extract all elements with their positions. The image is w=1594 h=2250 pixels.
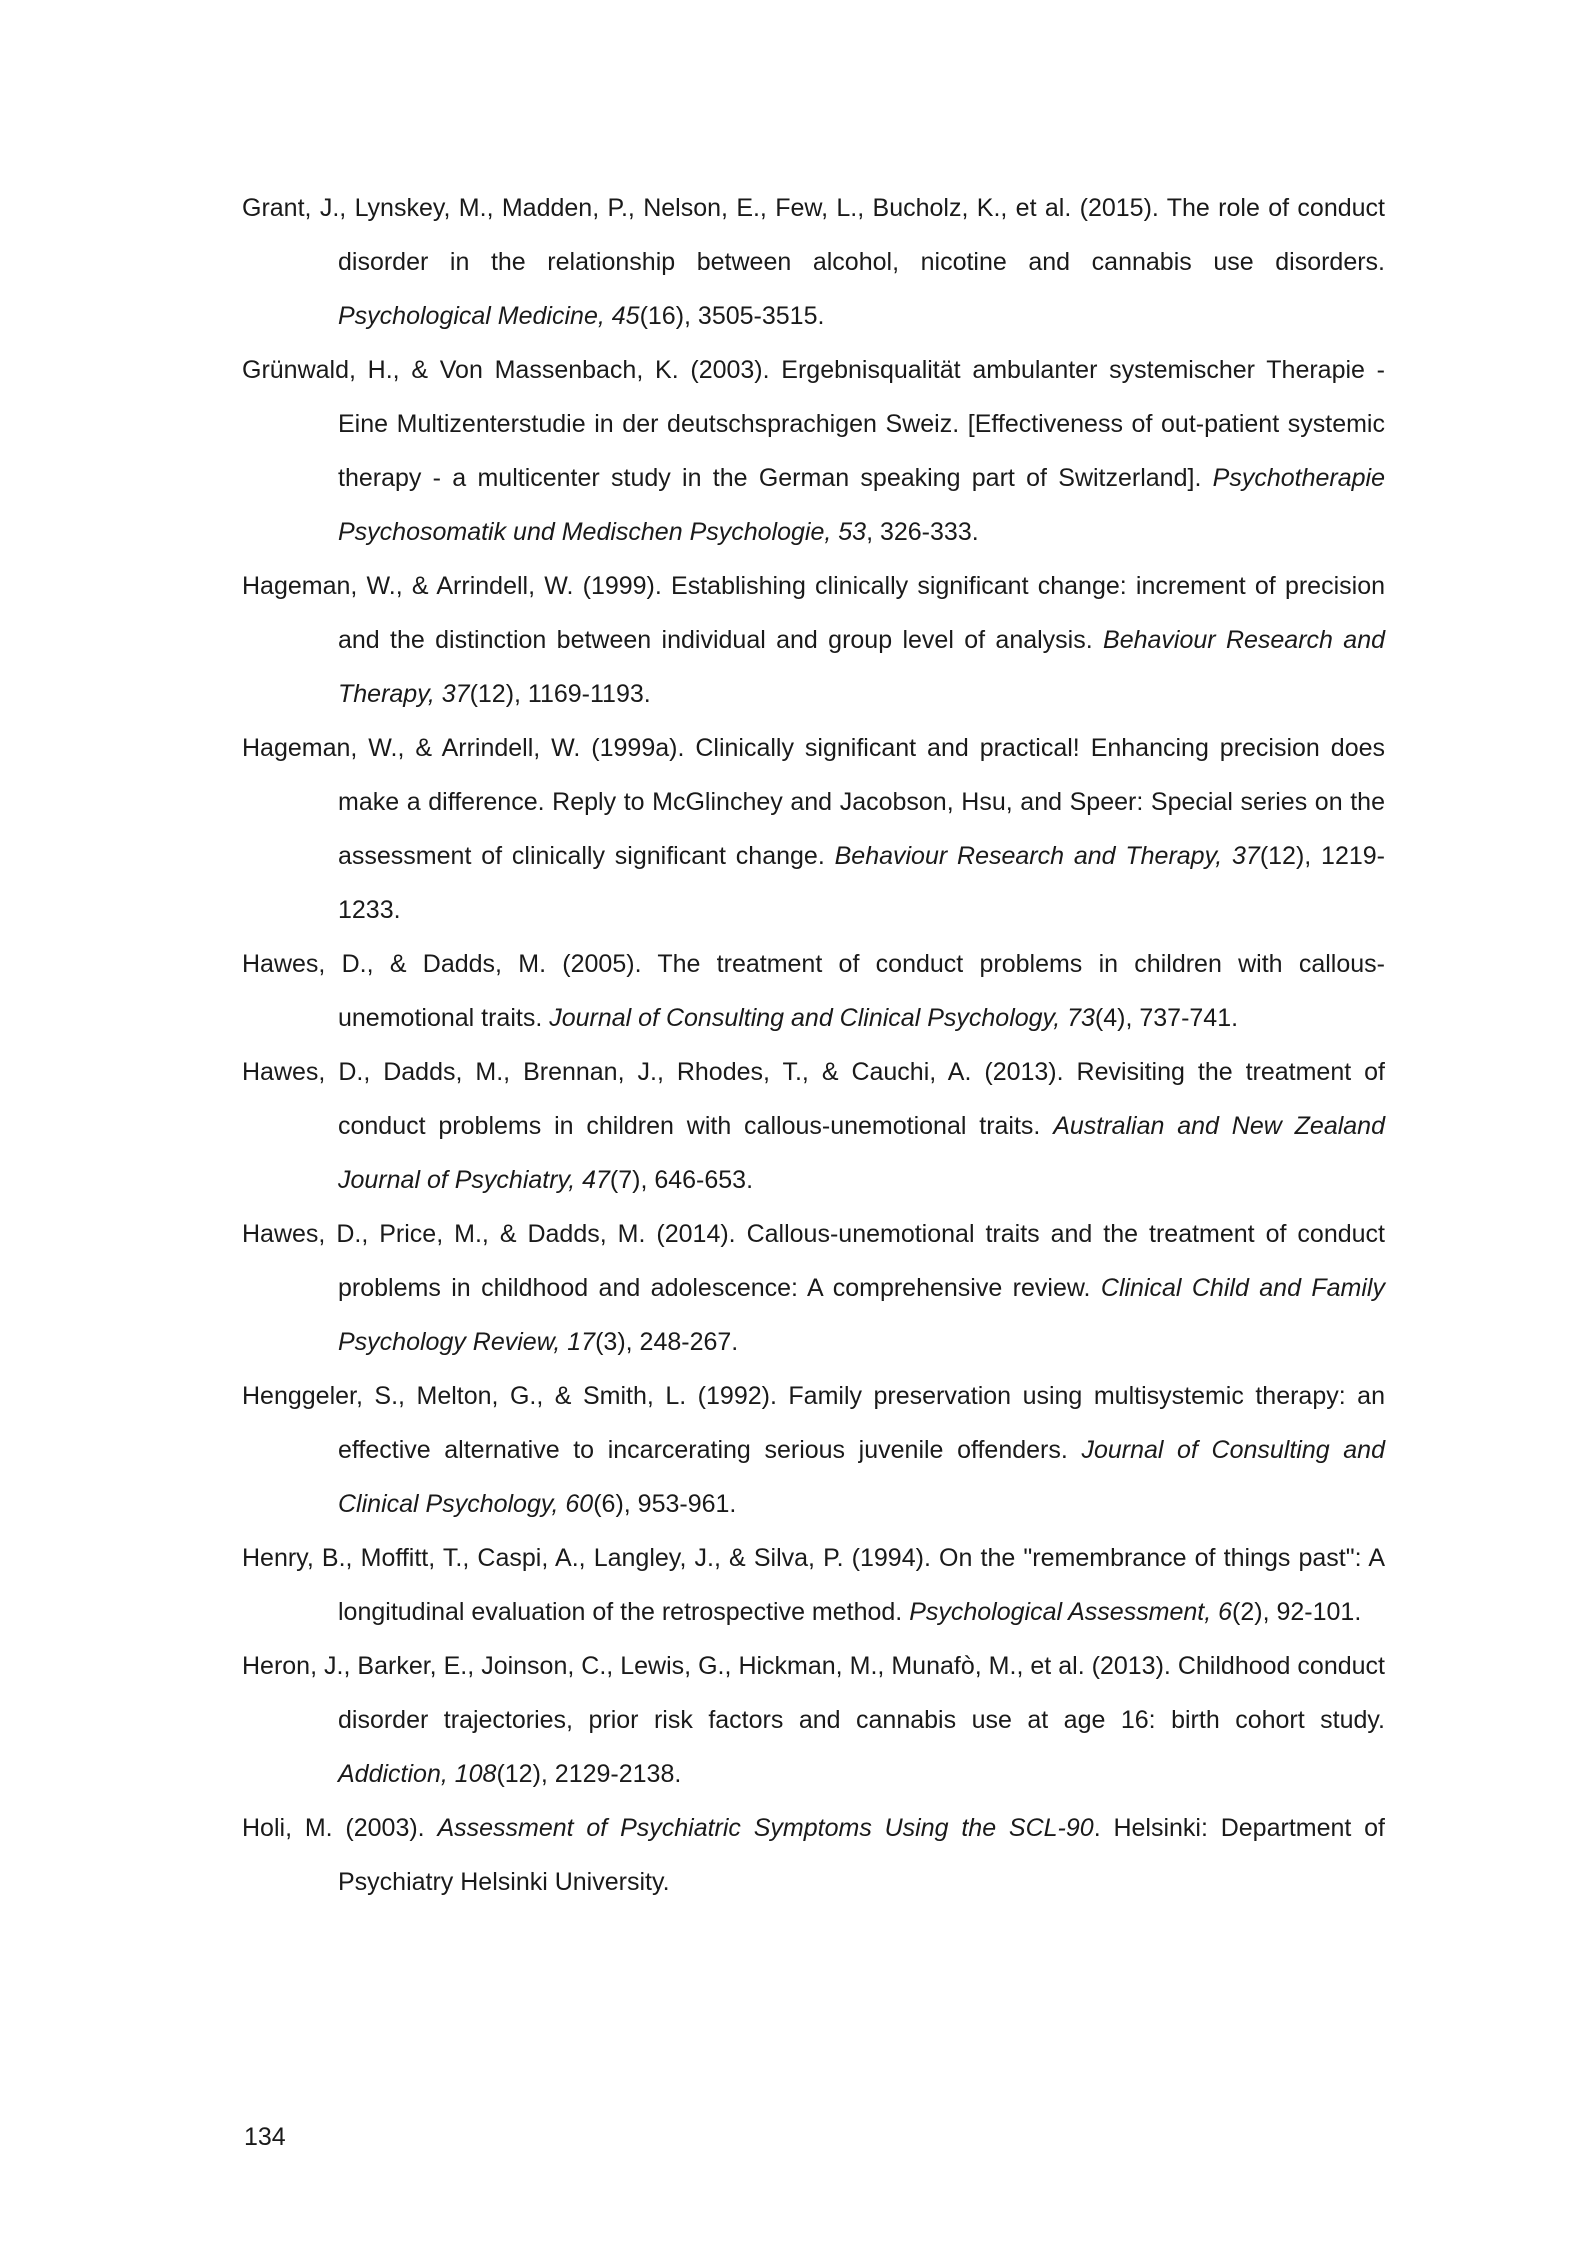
reference-pages: , 326-333. — [866, 518, 979, 546]
reference-source: Behaviour Research and Therapy, 37 — [338, 626, 1386, 708]
reference-source: Psychotherapie Psychosomatik und Medischen Psychologie, 53 — [338, 464, 1385, 546]
reference-source: Addiction, 108 — [338, 1760, 497, 1788]
reference-pages: (2), 92-101. — [1232, 1598, 1362, 1626]
reference-entry — [242, 937, 1385, 1045]
reference-source: Journal of Consulting and Clinical Psychology, 60 — [338, 1436, 1385, 1518]
reference-authors-title: Hageman, W., & Arrindell, W. (1999). Establishing clinically significant change: increment of precision and the distinction between individual and group level of analysis. — [242, 572, 1385, 654]
reference-authors-title: Henggeler, S., Melton, G., & Smith, L. (1992). Family preservation using multisystemic therapy: an effective alternative to incarcerating serious juvenile offenders. — [242, 1382, 1385, 1464]
reference-pages: (6), 953-961. — [593, 1490, 737, 1518]
reference-entry — [242, 1639, 1385, 1801]
reference-entry — [242, 721, 1385, 937]
reference-source: Behaviour Research and Therapy, 37 — [834, 842, 1260, 870]
reference-entry — [242, 1207, 1385, 1369]
reference-list — [242, 181, 1385, 1909]
reference-pages: (12), 2129-2138. — [496, 1760, 682, 1788]
reference-authors-title: Heron, J., Barker, E., Joinson, C., Lewis, G., Hickman, M., Munafò, M., et al. (2013). Childhood conduct disorder trajectories, prior risk factors and cannabis use at age 16: birth cohort study. — [242, 1652, 1385, 1734]
reference-entry — [242, 1531, 1385, 1639]
reference-authors-title: Hawes, D., & Dadds, M. (2005). The treatment of conduct problems in children with callous-unemotional traits. — [242, 950, 1385, 1032]
reference-entry — [242, 1801, 1385, 1909]
reference-source: Journal of Consulting and Clinical Psychology, 73 — [549, 1004, 1095, 1032]
reference-authors-title: Hawes, D., Price, M., & Dadds, M. (2014). Callous-unemotional traits and the treatment of conduct problems in childhood and adolescence: A comprehensive review. — [242, 1220, 1385, 1302]
reference-entry — [242, 559, 1385, 721]
reference-pages: (4), 737-741. — [1094, 1004, 1239, 1032]
reference-authors-title: Holi, M. (2003). — [242, 1814, 438, 1842]
reference-entry — [242, 343, 1385, 559]
page-number: 134 — [244, 2123, 286, 2151]
reference-source: Psychological Assessment, 6 — [909, 1598, 1233, 1626]
reference-entry — [242, 1045, 1385, 1207]
reference-authors-title: Henry, B., Moffitt, T., Caspi, A., Langley, J., & Silva, P. (1994). On the "remembrance of things past": A longitudinal evaluation of the retrospective method. — [242, 1544, 1385, 1626]
reference-pages: (3), 248-267. — [595, 1328, 739, 1356]
reference-pages: (7), 646-653. — [609, 1166, 754, 1194]
reference-authors-title: Hawes, D., Dadds, M., Brennan, J., Rhodes, T., & Cauchi, A. (2013). Revisiting the treatment of conduct problems in children with callous-unemotional traits. — [242, 1058, 1385, 1140]
reference-authors-title: Grant, J., Lynskey, M., Madden, P., Nelson, E., Few, L., Bucholz, K., et al. (2015). The role of conduct disorder in the relationship between alcohol, nicotine and cannabis use disorders. — [242, 194, 1385, 276]
reference-entry — [242, 181, 1385, 343]
reference-pages: (12), 1219-1233. — [338, 842, 1386, 924]
reference-source: Psychological Medicine, 45 — [338, 302, 640, 330]
reference-pages: (16), 3505-3515. — [639, 302, 825, 330]
reference-source: Australian and New Zealand Journal of Psychiatry, 47 — [338, 1112, 1385, 1194]
reference-source: Assessment of Psychiatric Symptoms Using the SCL-90 — [437, 1814, 1094, 1842]
reference-pages: . Helsinki: Department of Psychiatry Helsinki University. — [338, 1814, 1385, 1896]
reference-pages: (12), 1169-1193. — [469, 680, 651, 708]
reference-authors-title: Grünwald, H., & Von Massenbach, K. (2003). Ergebnisqualität ambulanter systemischer Therapie - Eine Multizenterstudie in der deutschsprachigen Sweiz. [Effectiveness of out-patient systemic therapy - a multicenter study in the German speaking part of Switzerland]. — [242, 356, 1385, 492]
reference-source: Clinical Child and Family Psychology Review, 17 — [338, 1274, 1385, 1356]
reference-authors-title: Hageman, W., & Arrindell, W. (1999a). Clinically significant and practical! Enhancing precision does make a difference. Reply to McGlinchey and Jacobson, Hsu, and Speer: Special series on the assessment of clinically significant change. — [242, 734, 1385, 870]
reference-entry — [242, 1369, 1385, 1531]
